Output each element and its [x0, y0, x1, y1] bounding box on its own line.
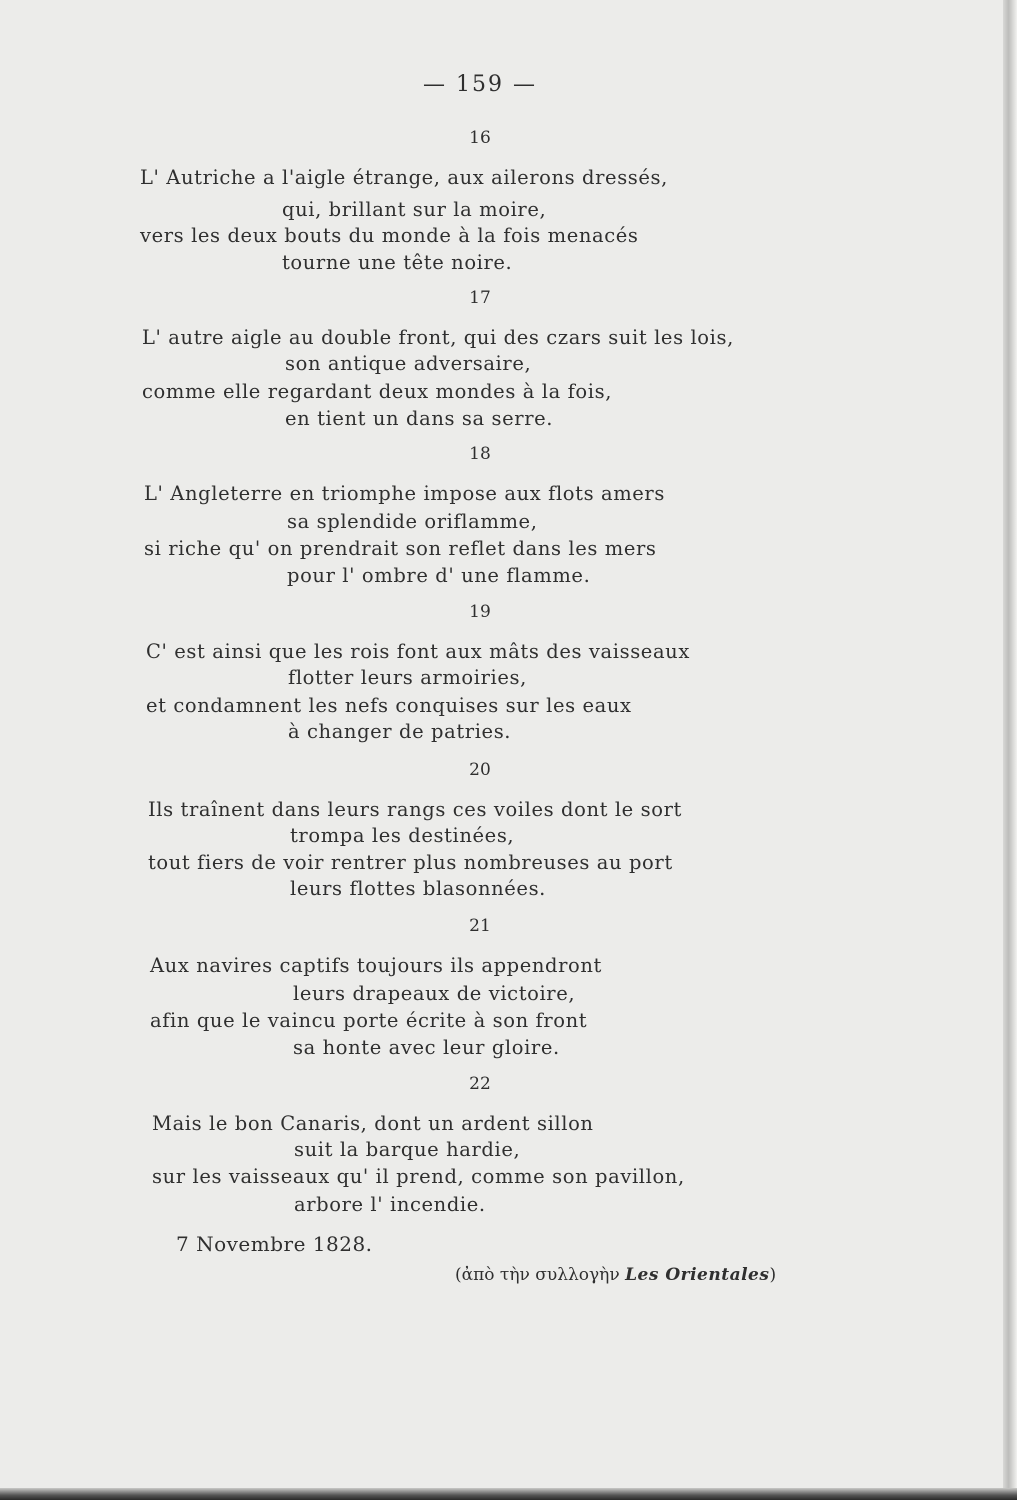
- page-edge-right: [1003, 0, 1017, 1500]
- verse-line: L' Angleterre en triomphe impose aux flots amers: [144, 482, 665, 505]
- verse-line: tout fiers de voir rentrer plus nombreuses au port: [148, 851, 673, 874]
- verse-line: arbore l' incendie.: [294, 1193, 486, 1216]
- source-title: Les Orientales: [625, 1265, 770, 1285]
- stanza-number: 21: [469, 916, 491, 936]
- verse-line: qui, brillant sur la moire,: [282, 198, 547, 221]
- verse-line: vers les deux bouts du monde à la fois menacés: [140, 224, 639, 247]
- verse-line: sa honte avec leur gloire.: [293, 1036, 560, 1059]
- source-prefix: (ἀπὸ τὴν συλλογὴν: [455, 1265, 620, 1285]
- page-edge-bottom: [0, 1488, 1017, 1500]
- stanza-number: 19: [469, 602, 491, 622]
- verse-line: comme elle regardant deux mondes à la fois,: [142, 380, 613, 403]
- verse-line: trompa les destinées,: [290, 824, 515, 847]
- verse-line: leurs drapeaux de victoire,: [293, 982, 576, 1005]
- source-attribution: [455, 1265, 776, 1285]
- stanza-number: 20: [469, 760, 491, 780]
- verse-line: Mais le bon Canaris, dont un ardent sillon: [152, 1112, 594, 1135]
- verse-line: son antique adversaire,: [285, 352, 532, 375]
- stanza-number: 16: [469, 128, 491, 148]
- source-suffix: ): [769, 1265, 777, 1285]
- verse-line: en tient un dans sa serre.: [285, 407, 554, 430]
- verse-line: C' est ainsi que les rois font aux mâts des vaisseaux: [146, 640, 690, 663]
- verse-line: afin que le vaincu porte écrite à son front: [150, 1009, 588, 1032]
- verse-line: à changer de patries.: [288, 720, 512, 743]
- verse-line: sur les vaisseaux qu' il prend, comme son pavillon,: [152, 1165, 685, 1188]
- stanza-number: 17: [469, 288, 491, 308]
- verse-line: suit la barque hardie,: [294, 1138, 521, 1161]
- verse-line: si riche qu' on prendrait son reflet dans les mers: [144, 537, 657, 560]
- verse-line: et condamnent les nefs conquises sur les eaux: [146, 694, 632, 717]
- verse-line: leurs flottes blasonnées.: [290, 877, 546, 900]
- stanza-number: 18: [469, 444, 491, 464]
- verse-line: L' Autriche a l'aigle étrange, aux ailerons dressés,: [140, 166, 668, 189]
- page-number: — 159 —: [423, 72, 537, 97]
- stanza-number: 22: [469, 1074, 491, 1094]
- date-line: 7 Novembre 1828.: [176, 1232, 373, 1256]
- verse-line: Aux navires captifs toujours ils appendront: [150, 954, 602, 977]
- verse-line: tourne une tête noire.: [282, 251, 513, 274]
- verse-line: L' autre aigle au double front, qui des czars suit les lois,: [142, 326, 734, 349]
- verse-line: Ils traînent dans leurs rangs ces voiles dont le sort: [148, 798, 682, 821]
- verse-line: pour l' ombre d' une flamme.: [287, 564, 591, 587]
- verse-line: sa splendide oriflamme,: [287, 510, 538, 533]
- verse-line: flotter leurs armoiries,: [288, 666, 527, 689]
